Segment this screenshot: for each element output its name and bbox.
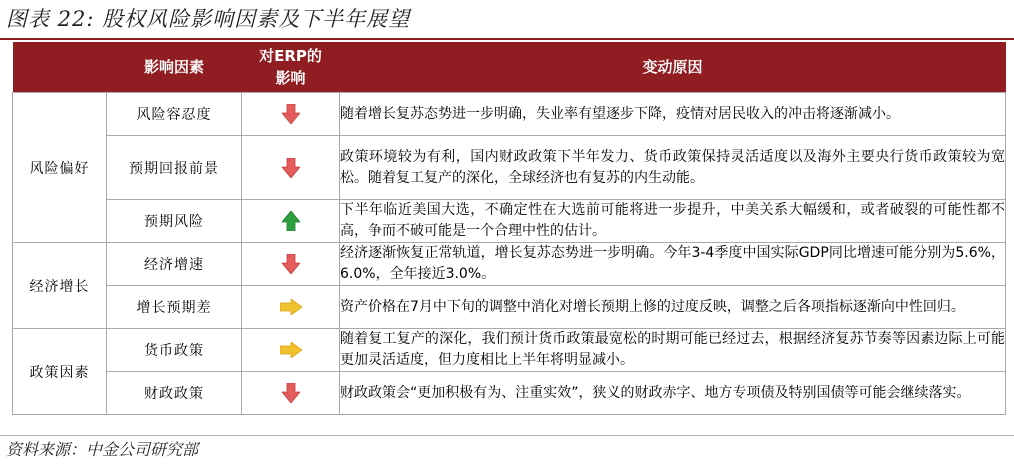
arrow-up-icon [282, 211, 300, 231]
header-erp-line2: 影响 [275, 69, 306, 87]
erp-impact-cell [242, 286, 340, 329]
arrow-down-icon [282, 383, 300, 403]
header-factor: 影响因素 [107, 42, 242, 93]
factor-label: 财政政策 [107, 372, 242, 415]
erp-impact-cell [242, 329, 340, 372]
table-row [13, 286, 1006, 329]
category-economic-growth: 经济增长 [13, 243, 107, 329]
reason-text: 经济逐渐恢复正常轨道，增长复苏态势进一步明确。今年3-4季度中国实际GDP同比增速可能分别为5.6%，6.0%，全年接近3.0%。 [340, 243, 1006, 286]
reason-text: 资产价格在7月中下旬的调整中消化对增长预期上修的过度反映，调整之后各项指标逐渐向中性回归。 [340, 286, 1006, 329]
reason-text: 随着增长复苏态势进一步明确，失业率有望逐步下降，疫情对居民收入的冲击将逐渐减小。 [340, 93, 1006, 136]
reason-text: 政策环境较为有利，国内财政政策下半年发力、货币政策保持灵活适度以及海外主要央行货币政策较为宽松。随着复工复产的深化，全球经济也有复苏的内生动能。 [340, 136, 1006, 200]
table-row [13, 93, 1006, 136]
arrow-down-icon [282, 254, 300, 274]
table-row [13, 372, 1006, 415]
erp-impact-cell [242, 136, 340, 200]
table-row [13, 200, 1006, 243]
erp-impact-cell [242, 93, 340, 136]
erp-impact-cell [242, 243, 340, 286]
arrow-right-icon [280, 299, 302, 315]
table-row [13, 329, 1006, 372]
factor-label: 预期风险 [107, 200, 242, 243]
arrow-down-icon [282, 158, 300, 178]
erp-impact-cell [242, 200, 340, 243]
erp-impact-cell [242, 372, 340, 415]
table-row [13, 136, 1006, 200]
category-policy-factors: 政策因素 [13, 329, 107, 415]
header-category [13, 42, 107, 93]
factor-label: 增长预期差 [107, 286, 242, 329]
factor-label: 预期回报前景 [107, 136, 242, 200]
footer-divider [0, 435, 1014, 436]
table-row [13, 243, 1006, 286]
reason-text: 随着复工复产的深化，我们预计货币政策最宽松的时期可能已经过去，根据经济复苏节奏等因素边际上可能更加灵活适度，但力度相比上半年将明显减小。 [340, 329, 1006, 372]
header-erp-line1: 对ERP的 [259, 47, 322, 65]
factor-label: 风险容忍度 [107, 93, 242, 136]
category-risk-appetite: 风险偏好 [13, 93, 107, 243]
erp-factor-table [12, 42, 1006, 415]
reason-text: 下半年临近美国大选，不确定性在大选前可能将进一步提升，中美关系大幅缓和，或者破裂的可能性都不高，争而不破可能是一个合理中性的估计。 [340, 200, 1006, 243]
title-divider [0, 38, 1014, 40]
arrow-down-icon [282, 104, 300, 124]
factor-label: 经济增速 [107, 243, 242, 286]
reason-text: 财政政策会“更加积极有为、注重实效”，狭义的财政赤字、地方专项债及特别国债等可能会继续落实。 [340, 372, 1006, 415]
source-note: 资料来源：中金公司研究部 [6, 440, 199, 459]
header-erp-impact [242, 42, 340, 93]
figure-title: 图表 22: 股权风险影响因素及下半年展望 [6, 7, 411, 31]
factor-label: 货币政策 [107, 329, 242, 372]
arrow-right-icon [280, 342, 302, 358]
header-reason: 变动原因 [340, 42, 1006, 93]
table-header-row [13, 42, 1006, 93]
